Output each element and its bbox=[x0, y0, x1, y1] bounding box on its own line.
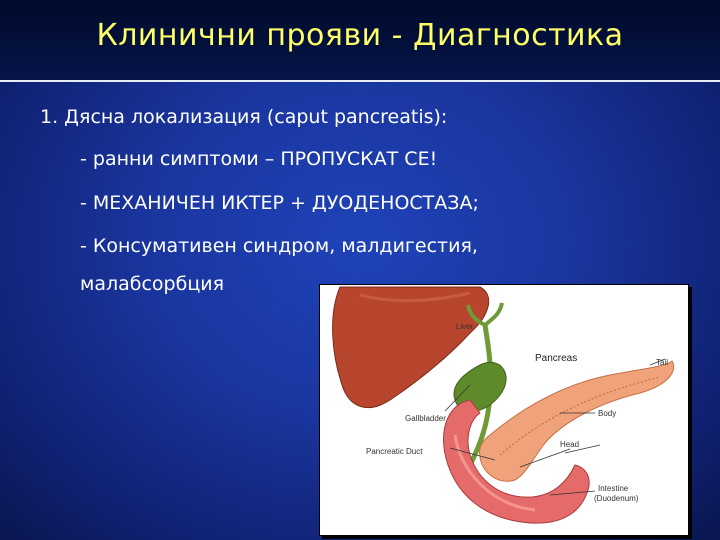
label-pancreas: Pancreas bbox=[535, 353, 578, 364]
anatomy-drawing bbox=[320, 285, 688, 535]
bullet-line-1: 1. Дясна локализация (caput pancreatis): bbox=[40, 106, 448, 128]
label-intestine: Intestine bbox=[598, 484, 629, 493]
label-body: Body bbox=[598, 409, 617, 418]
bullet-line-3: - МЕХАНИЧЕН ИКТЕР + ДУОДЕНОСТАЗА; bbox=[80, 192, 479, 214]
slide-title: Клинични прояви - Диагностика bbox=[96, 18, 624, 53]
pancreas-shape bbox=[480, 361, 674, 481]
label-duodenum: (Duodenum) bbox=[594, 494, 639, 503]
label-gallbladder: Gallbladder bbox=[405, 414, 446, 423]
label-pancreatic-duct: Pancreatic Duct bbox=[366, 447, 423, 456]
pancreas-illustration bbox=[319, 284, 689, 536]
label-head: Head bbox=[560, 440, 580, 449]
title-divider bbox=[0, 80, 720, 82]
bullet-line-4: - Консумативен синдром, малдигестия, bbox=[80, 235, 478, 257]
bullet-line-2: - ранни симптоми – ПРОПУСКАТ СЕ! bbox=[80, 148, 438, 170]
label-tail: Tail bbox=[656, 358, 669, 367]
bullet-line-5: малабсорбция bbox=[80, 273, 225, 295]
label-liver: Liver bbox=[456, 322, 474, 331]
